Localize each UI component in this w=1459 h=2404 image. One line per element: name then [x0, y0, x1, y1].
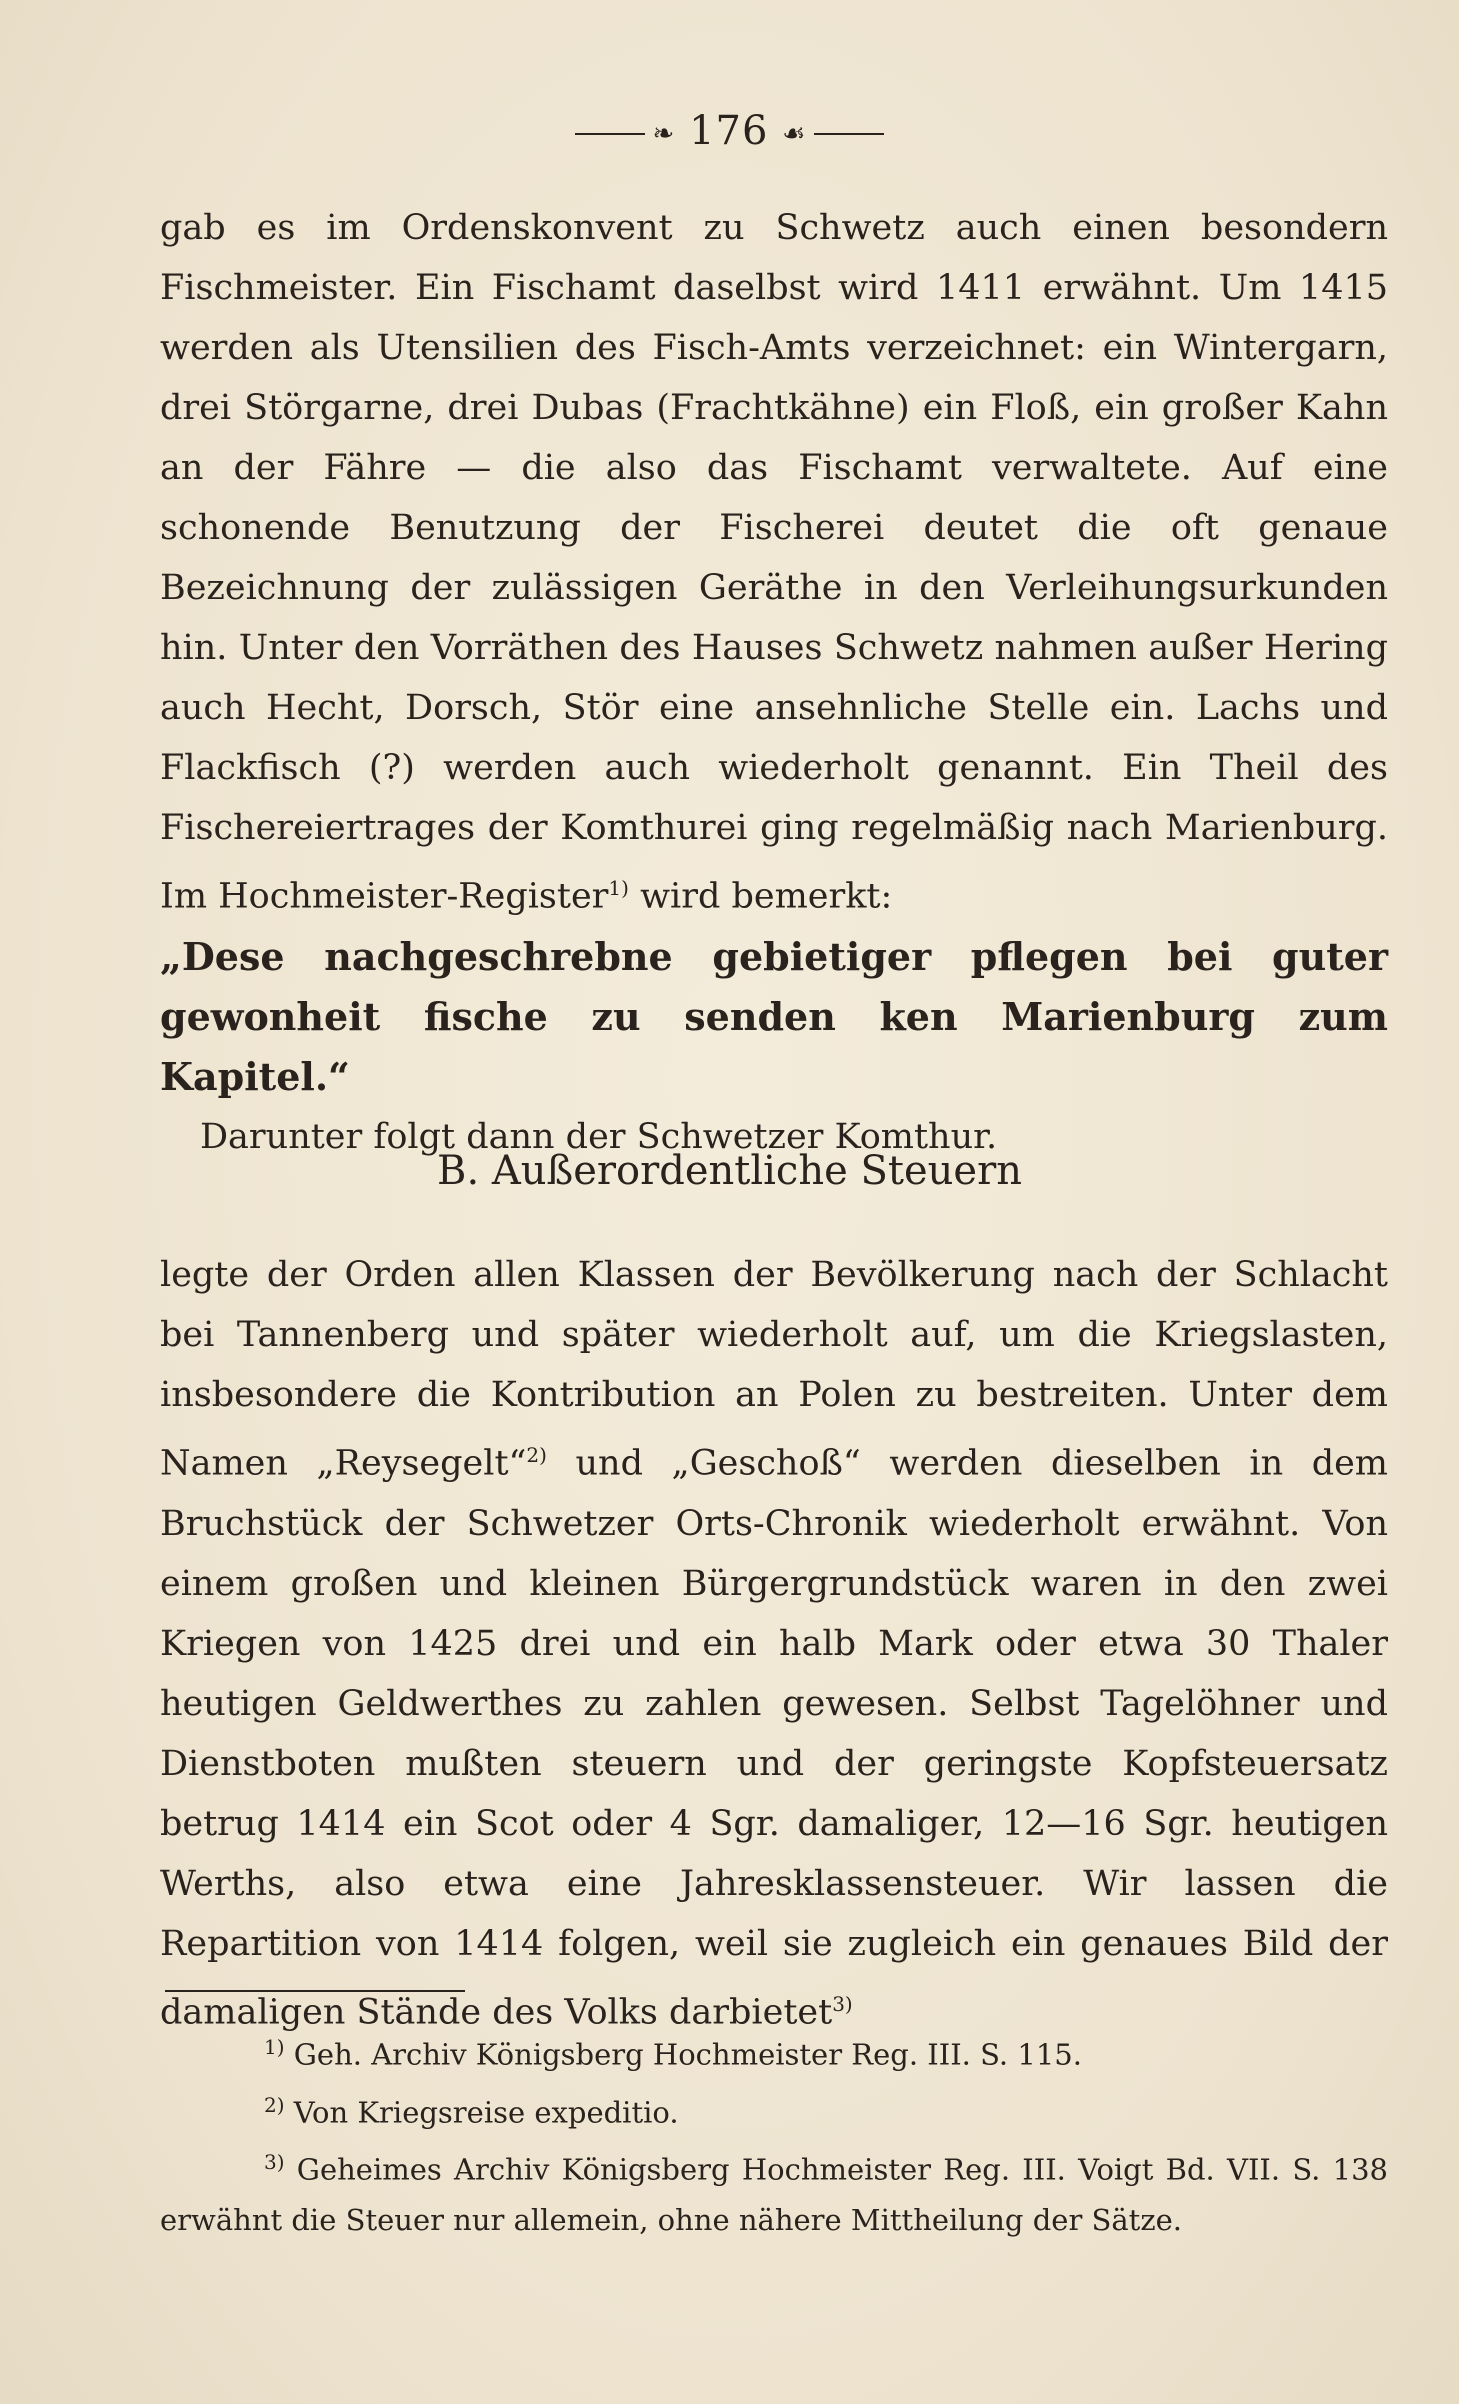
section-heading: B. Außerordentliche Steuern — [437, 1148, 1022, 1194]
quotation: „Dese nachgeschrebne gebietiger pflegen bei guter gewonheit fische zu senden ken Marienburg zum Kapitel.“ — [160, 933, 1388, 1099]
header-rule-right — [814, 133, 884, 135]
footnote-1: $^{1)}$ Geh. Archiv Königsberg Hochmeister Reg. III. S. 115. — [264, 2035, 1082, 2072]
paragraph-1: gab es im Ordenskonvent zu Schwetz auch einen besondern Fischmeister. Ein Fischamt daselbst wird 1411 erwähnt. Um 1415 werden als Utensilien des Fisch-Amts verzeichnet: ein Wintergarn, drei Störgarne, drei Dubas (Frachtkähne) ein Floß, ein großer Kahn an der Fähre — die also das Fischamt verwaltete. Auf eine schonende Benutzung der Fischerei deutet die oft genaue Bezeichnung der zulässigen Geräthe in den Verleihungsurkunden hin. Unter den Vorräthen des Hauses Schwetz nahmen außer Hering auch Hecht, Dorsch, Stör eine ansehnliche Stelle ein. Lachs und Flackfisch (?) werden auch wiederholt genannt. Ein Theil des Fischereiertrages der Komthurei ging regelmäßig nach Marienburg. Im Hochmeister-Register$^{1)}$ wird bemerkt: — [160, 208, 1388, 917]
ornament-left-icon: ❧ — [652, 119, 676, 149]
paragraph-2: legte der Orden allen Klassen der Bevölkerung nach der Schlacht bei Tannenberg und später wiederholt auf, um die Kriegslasten, insbesondere die Kontribution an Polen zu bestreiten. Unter dem Namen „Reysegelt“$^{2)}$ und „Geschoß“ werden dieselben in dem Bruchstück der Schwetzer Orts-Chronik wiederholt erwähnt. Von einem großen und kleinen Bürgergrundstück waren in den zwei Kriegen von 1425 drei und ein halb Mark oder etwa 30 Thaler heutigen Geldwerthes zu zahlen gewesen. Selbst Tagelöhner und Dienstboten mußten steuern und der geringste Kopfsteuersatz betrug 1414 ein Scot oder 4 Sgr. damaliger, 12—16 Sgr. heutigen Werths, also etwa eine Jahresklassensteuer. Wir lassen die Repartition von 1414 folgen, weil sie zugleich ein genaues Bild der damaligen Stände des Volks darbietet$^{3)}$ — [160, 1255, 1389, 2033]
page-number: 176 — [689, 108, 769, 154]
footnotes — [160, 2022, 1388, 2245]
footnote-ref-1: 1) — [608, 876, 629, 900]
footnote-2: $^{2)}$ Von Kriegsreise expeditio. — [264, 2092, 679, 2130]
after-quote-line: Darunter folgt dann der Schwetzer Komthur. — [200, 1116, 998, 1157]
footnote-divider — [165, 1990, 465, 1992]
page-header — [0, 108, 1459, 154]
footnote-ref-3: 3) — [832, 1991, 853, 2016]
footnote-3: $^{3)}$ Geheimes Archiv Königsberg Hochmeister Reg. III. Voigt Bd. VII. S. 138 erwähnt die Steuer nur allemein, ohne nähere Mittheilung der Sätze. — [160, 2150, 1389, 2237]
ornament-right-icon: ☙ — [782, 119, 807, 149]
header-rule-left — [575, 133, 645, 135]
body-text-upper — [160, 198, 1388, 1167]
body-text-lower — [160, 1245, 1388, 2042]
footnote-ref-2: 2) — [526, 1443, 547, 1467]
